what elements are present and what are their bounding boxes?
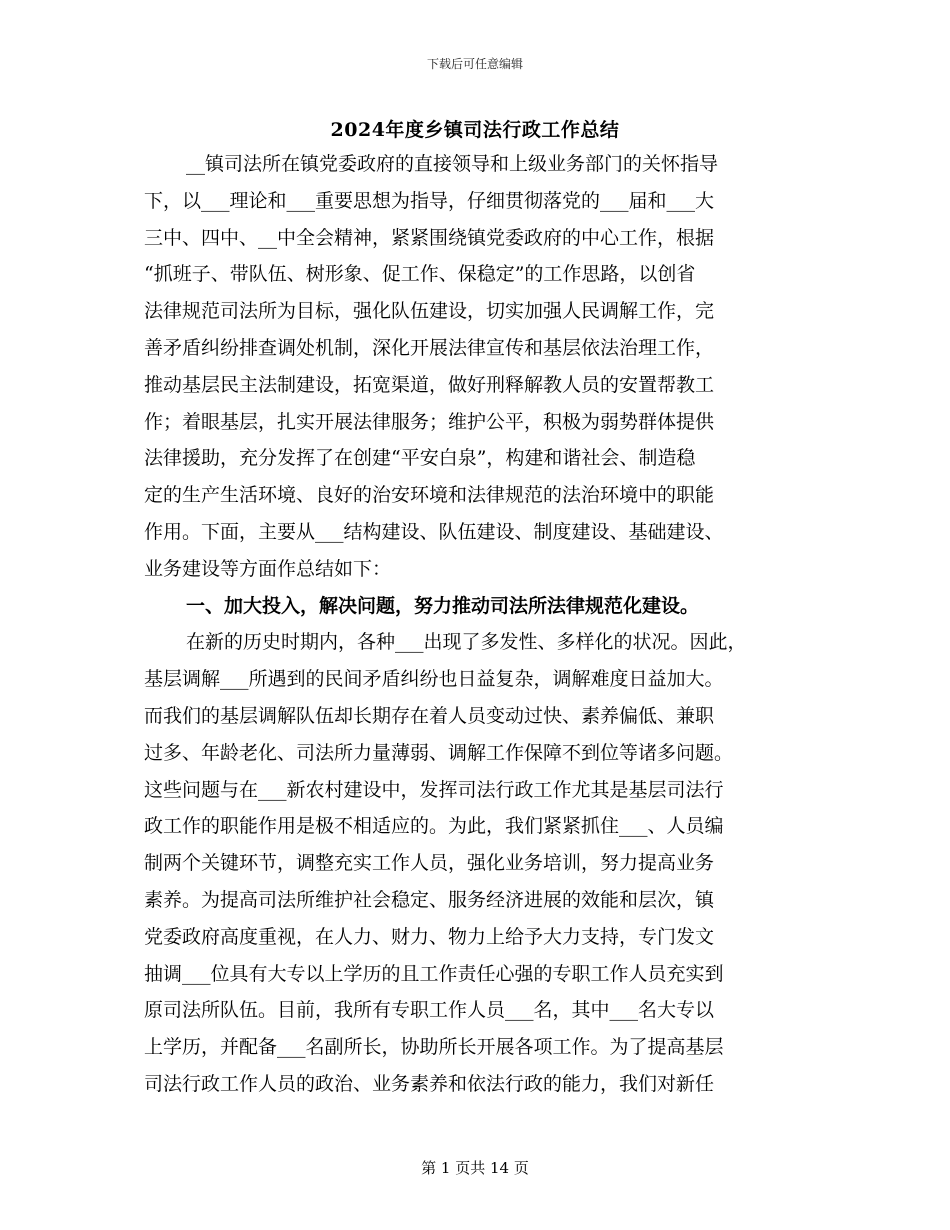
body-line: 抽调___位具有大专以上学历的且工作责任心强的专职工作人员充实到 bbox=[144, 962, 724, 985]
body-line: 制两个关键环节，调整充实工作人员，强化业务培训，努力提高业务 bbox=[144, 852, 715, 875]
body-line: 这些问题与在___新农村建设中，发挥司法行政工作尤其是基层司法行 bbox=[144, 778, 724, 801]
body-line: 作；着眼基层，扎实开展法律服务；维护公平，积极为弱势群体提供 bbox=[144, 410, 715, 433]
body-line: 政工作的职能作用是极不相适应的。为此，我们紧紧抓住___、人员编 bbox=[144, 815, 724, 838]
body-line: 基层调解___所遇到的民间矛盾纠纷也日益复杂，调解难度日益加大。 bbox=[144, 668, 724, 691]
body-line: 上学历，并配备___名副所长，协助所长开展各项工作。为了提高基层 bbox=[144, 1036, 724, 1059]
body-line: 素养。为提高司法所维护社会稳定、服务经济进展的效能和层次，镇 bbox=[144, 888, 715, 911]
body-line: “抓班子、带队伍、树形象、促工作、保稳定”的工作思路，以创省 bbox=[144, 263, 696, 286]
body-line: 善矛盾纠纷排查调处机制，深化开展法律宣传和基层依法治理工作， bbox=[144, 336, 715, 359]
page-number: 第 1 页共 14 页 bbox=[421, 1159, 529, 1177]
page-header-note: 下载后可任意编辑 bbox=[426, 57, 523, 71]
section-heading: 一、加大投入，解决问题，努力推动司法所法律规范化建设。 bbox=[186, 594, 700, 617]
body-line: 推动基层民主法制建设，拓宽渠道，做好刑释解教人员的安置帮教工 bbox=[144, 373, 715, 396]
body-line: 业务建设等方面作总结如下： bbox=[144, 557, 392, 580]
document-body bbox=[144, 146, 824, 1103]
body-line: 定的生产生活环境、良好的治安环境和法律规范的法治环境中的职能 bbox=[144, 484, 715, 507]
body-line: 党委政府高度重视，在人力、财力、物力上给予大力支持，专门发文 bbox=[144, 925, 715, 948]
body-line: 法律援助，充分发挥了在创建“平安白泉”，构建和谐社会、制造稳 bbox=[144, 447, 696, 470]
body-line: 原司法所队伍。目前，我所有专职工作人员___名，其中___名大专以 bbox=[144, 999, 715, 1022]
body-line: __镇司法所在镇党委政府的直接领导和上级业务部门的关怀指导 bbox=[186, 153, 719, 175]
body-line: 过多、年龄老化、司法所力量薄弱、调解工作保障不到位等诸多问题。 bbox=[144, 741, 734, 764]
body-line: 而我们的基层调解队伍却长期存在着人员变动过快、素养偏低、兼职 bbox=[144, 704, 715, 727]
body-line: 司法行政工作人员的政治、业务素养和依法行政的能力，我们对新任 bbox=[144, 1072, 715, 1095]
body-line: 作用。下面，主要从___结构建设、队伍建设、制度建设、基础建设、 bbox=[144, 520, 724, 543]
body-line: 在新的历史时期内，各种___出现了多发性、多样化的状况。因此， bbox=[186, 631, 747, 654]
body-line: 三中、四中、__中全会精神，紧紧围绕镇党委政府的中心工作，根据 bbox=[144, 226, 715, 249]
body-line: 法律规范司法所为目标，强化队伍建设，切实加强人民调解工作，完 bbox=[144, 300, 715, 323]
document-title: 2024年度乡镇司法行政工作总结 bbox=[330, 119, 620, 141]
body-line: 下，以___理论和___重要思想为指导，仔细贯彻落党的___届和___大 bbox=[144, 189, 715, 212]
